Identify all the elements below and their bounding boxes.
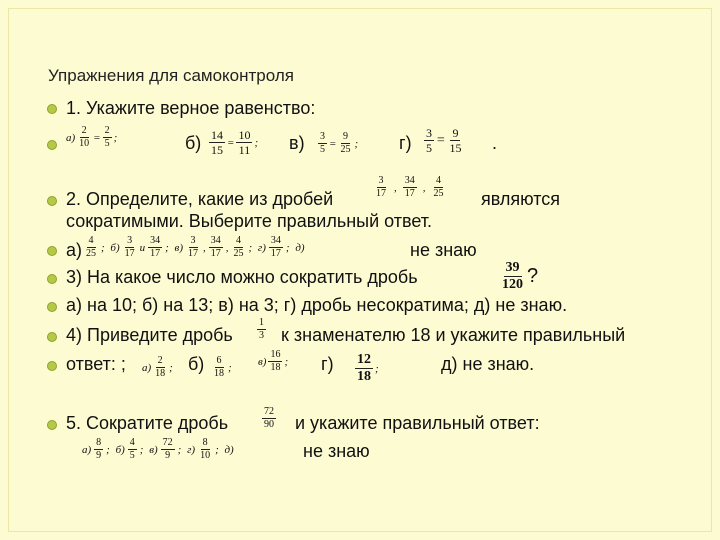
q1-label-b: б) (185, 133, 202, 153)
bullet-icon (47, 104, 57, 114)
q1-dot: . (492, 133, 498, 153)
q2-fractions: $\frac{3}{17}$ , $\frac{34}{17}$ , $\frac{4}{25}$ (376, 175, 444, 199)
q2-line2: сократимыми. Выберите правильный ответ. (66, 211, 433, 231)
q5-answer-options: а) $\frac{8}{9}$ ; б) $\frac{4}{5}$ ; в) $\frac{72}{9}$ ; г) $\frac{8}{10}$ ; д) (82, 437, 234, 461)
bullet-icon (47, 332, 57, 342)
q3-line1: 3) На какое число можно сократить дробь (66, 267, 418, 287)
q2-line1-end: являются (481, 189, 561, 209)
bullet-icon (47, 140, 57, 150)
q4-label-g: г) (321, 354, 334, 374)
bullet-icon (47, 420, 57, 430)
bullet-icon (47, 274, 57, 284)
q1-option-a: а) $\frac{2}{10}$ = $\frac{2}{5}$ ; (66, 125, 118, 149)
q4-line2-a: ответ: ; (66, 354, 126, 374)
bullet-icon (47, 196, 57, 206)
q5-fraction: $\frac{72}{90}$ (264, 406, 274, 430)
q4-line1-b: к знаменателю 18 и укажите правильный (281, 325, 626, 345)
bullet-icon (47, 361, 57, 371)
q4-fraction: $\frac{1}{3}$ (259, 317, 264, 341)
q4-label-b: б) (188, 354, 205, 374)
slide-title: Упражнения для самоконтроля (48, 66, 294, 85)
q2-answers-end: не знаю (410, 240, 477, 260)
q3-line2: а) на 10; б) на 13; в) на 3; г) дробь несократима; д) не знаю. (66, 295, 568, 315)
q1-option-g: $\frac{3}{5}$ = $\frac{9}{15}$ (426, 126, 462, 155)
q5-line1-b: и укажите правильный ответ: (295, 413, 540, 433)
q4-option-g: $\frac{12}{18}$ ; (357, 352, 379, 384)
q1-label-v: в) (289, 133, 305, 153)
q3-fraction: $\frac{39}{120}$ ? (502, 260, 539, 292)
q2-line1: 2. Определите, какие из дробей (66, 189, 334, 209)
q5-line1-a: 5. Сократите дробь (66, 413, 229, 433)
q1-label-g: г) (399, 133, 412, 153)
q2-answers-prefix: а) (66, 240, 83, 260)
q4-option-d: д) не знаю. (441, 354, 535, 374)
bullet-icon (47, 302, 57, 312)
bullet-icon (47, 246, 57, 256)
q4-option-a: а) $\frac{2}{18}$ ; (142, 355, 173, 379)
q1-option-b: $\frac{14}{15}$ = $\frac{10}{11}$ ; (211, 128, 259, 157)
q4-option-v: в) $\frac{16}{18}$ ; (258, 349, 289, 373)
q5-line2-end: не знаю (303, 441, 370, 461)
q2-answer-options: $\frac{4}{25}$ ; б) $\frac{3}{17}$ и $\frac{34}{17}$ ; в) $\frac{3}{17}$ , $\frac{34}{17}$ , $\frac{4}{25}$ ; г) $\frac{34}{17}$ ; д) (86, 235, 305, 259)
q1-option-v: $\frac{3}{5}$ = $\frac{9}{25}$ ; (320, 131, 359, 155)
q1-line1: 1. Укажите верное равенство: (66, 98, 316, 118)
q4-line1-a: 4) Приведите дробь (66, 325, 233, 345)
q4-option-b: $\frac{6}{18}$ ; (214, 355, 232, 379)
